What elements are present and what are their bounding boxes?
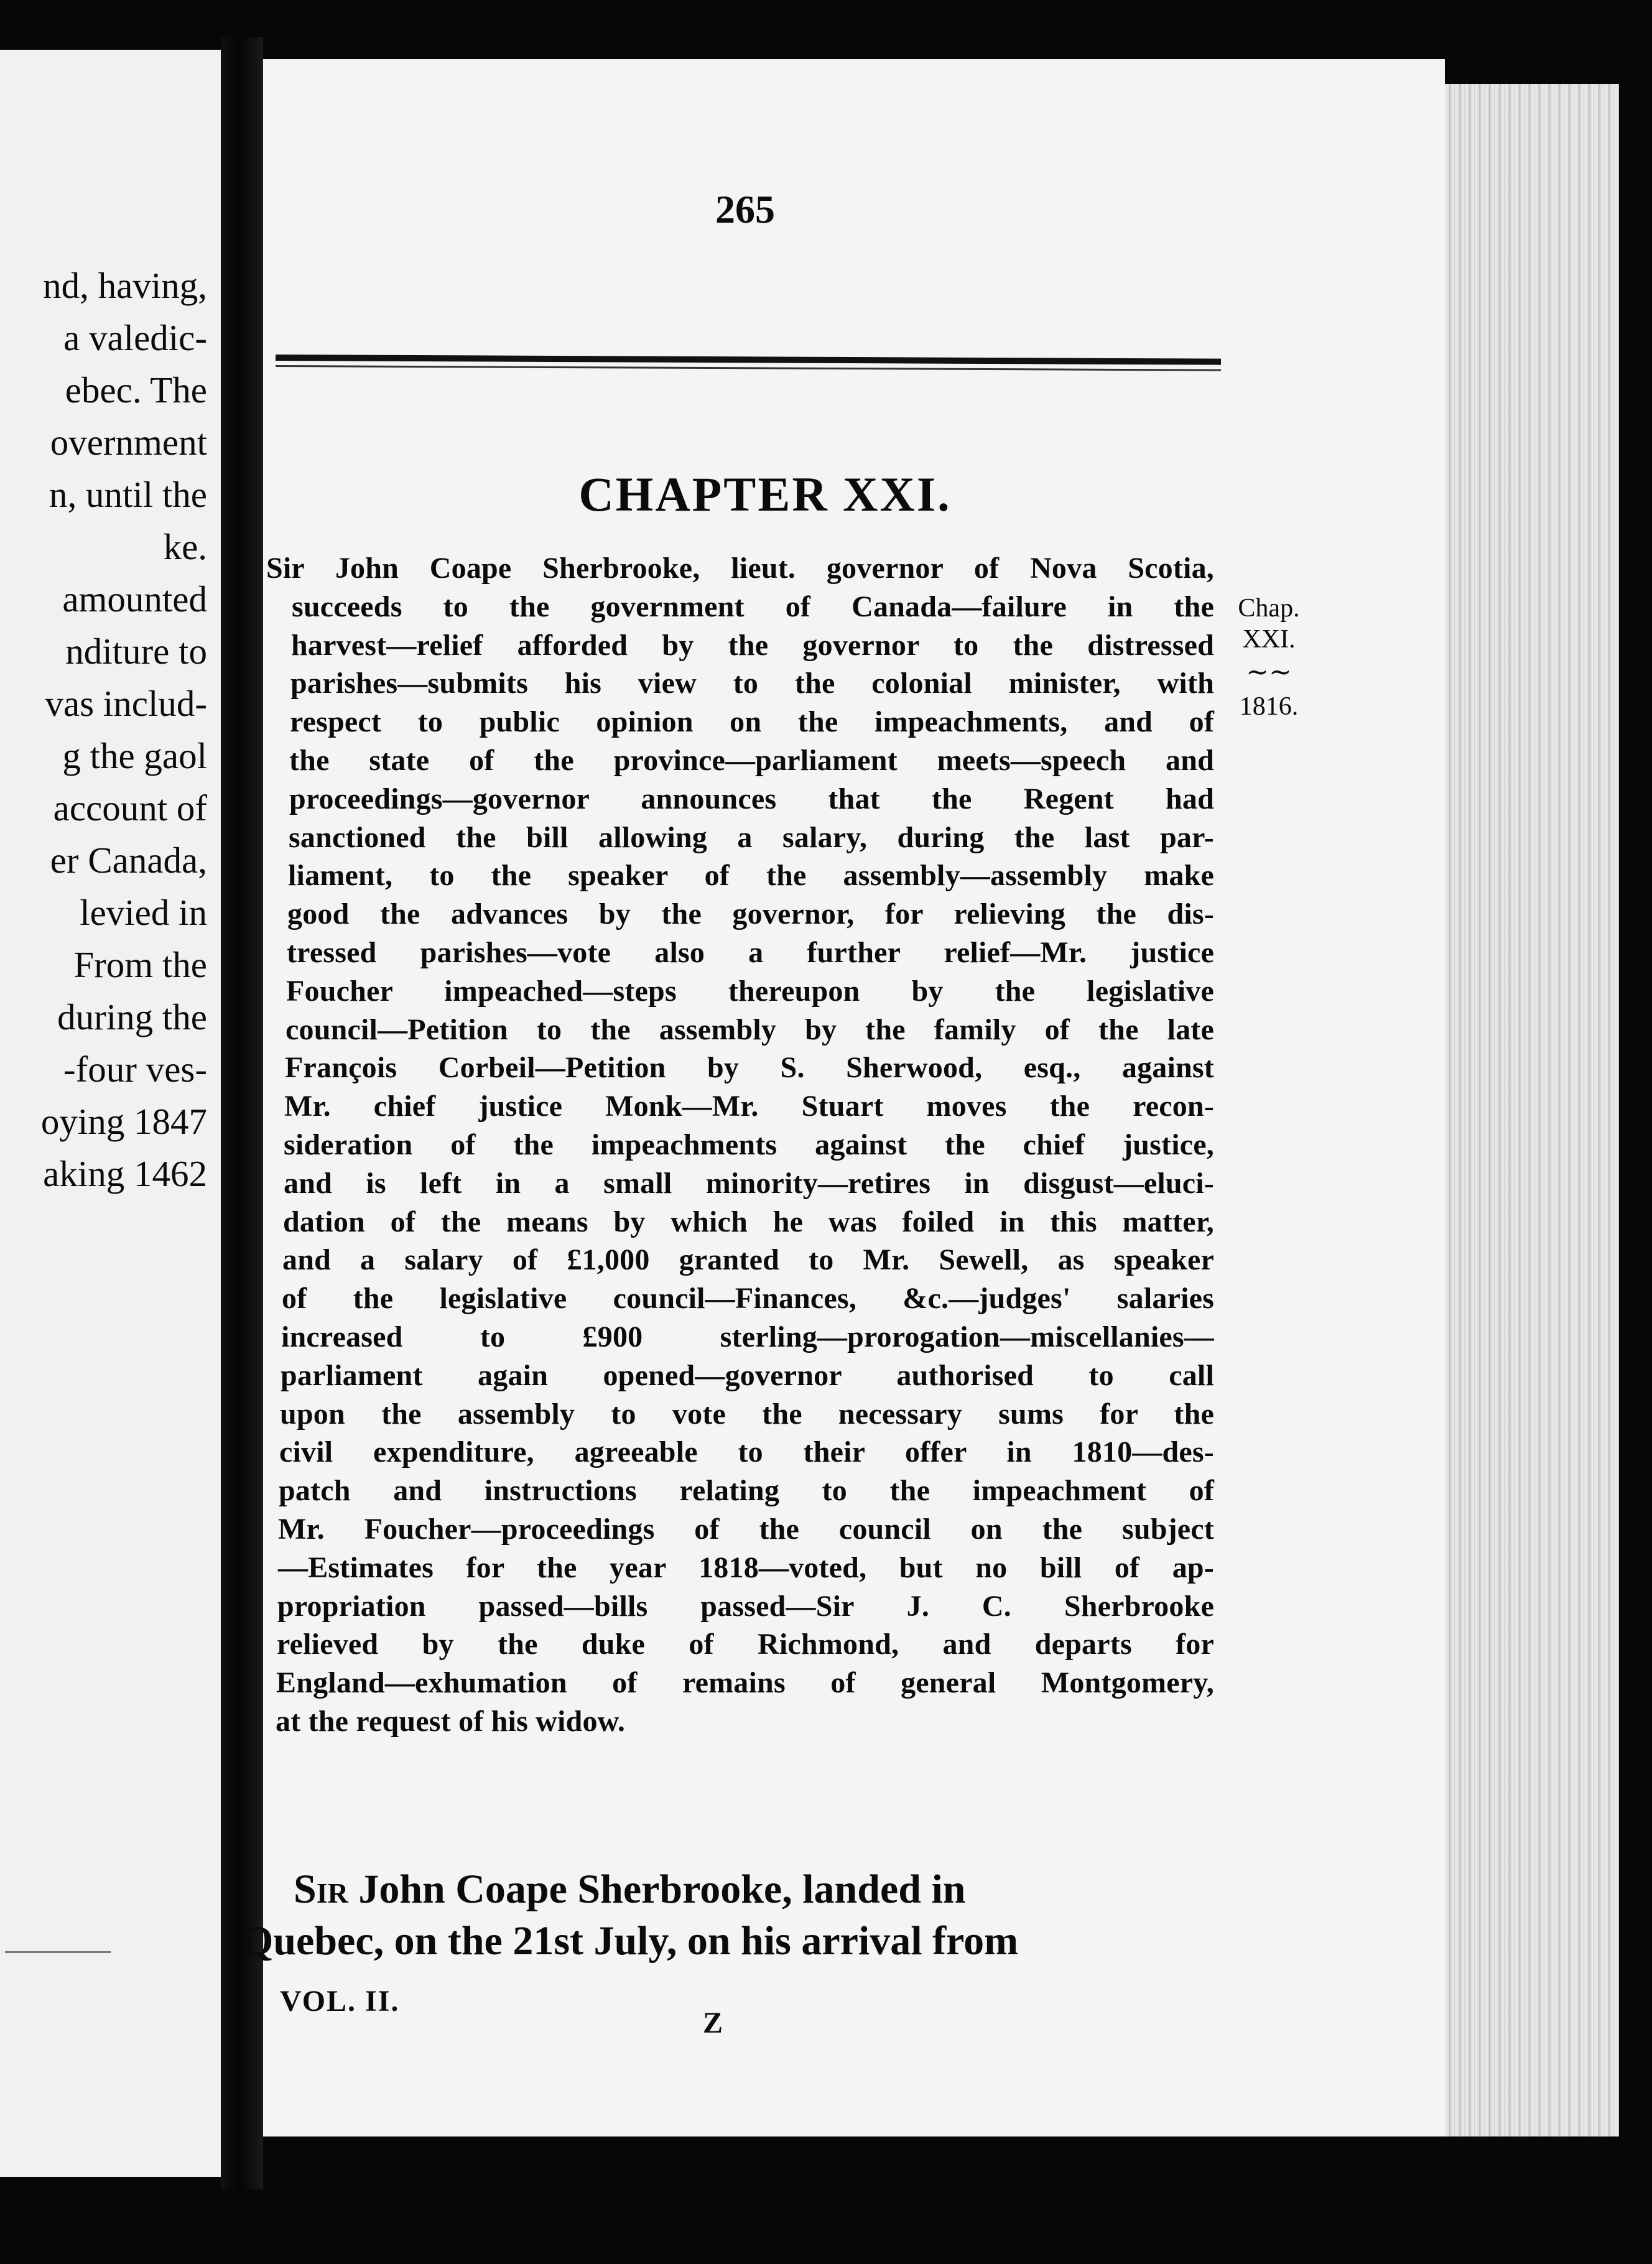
argument-line: and a salary of £1,000 granted to Mr. Sewell, as speaker bbox=[282, 1243, 1214, 1277]
margin-note-number: XXI. bbox=[1242, 625, 1296, 654]
argument-line: at the request of his widow. bbox=[276, 1705, 626, 1738]
argument-line: upon the assembly to vote the necessary sums for the bbox=[280, 1397, 1214, 1431]
argument-line: Mr. Foucher—proceedings of the council on the subject bbox=[278, 1513, 1214, 1546]
facing-page-line: ke. bbox=[163, 526, 207, 567]
facing-page bbox=[0, 50, 221, 2177]
page-edges bbox=[1445, 84, 1619, 2136]
book-spine bbox=[221, 37, 263, 2189]
argument-line: respect to public opinion on the impeachments, and of bbox=[290, 705, 1214, 739]
argument-line: of the legislative council—Finances, &c.—judges' salaries bbox=[282, 1282, 1214, 1315]
argument-line: sanctioned the bill allowing a salary, during the last par- bbox=[289, 820, 1214, 854]
argument-line: harvest—relief afforded by the governor to the distressed bbox=[291, 628, 1214, 662]
facing-page-line: -four ves- bbox=[63, 1049, 207, 1090]
argument-line: succeeds to the government of Canada—failure in the bbox=[292, 590, 1214, 623]
facing-page-line: during the bbox=[57, 996, 207, 1037]
facing-page-line: overnment bbox=[50, 422, 207, 463]
argument-line: relieved by the duke of Richmond, and departs for bbox=[277, 1628, 1214, 1661]
facing-page-line: a valedic- bbox=[63, 317, 207, 358]
margin-note-year: 1816. bbox=[1239, 692, 1299, 721]
argument-line: good the advances by the governor, for relieving the dis- bbox=[287, 898, 1214, 931]
facing-page-footnote-rule bbox=[5, 1951, 111, 1953]
facing-page-line: amounted bbox=[62, 578, 207, 619]
body-lead-word: Sir bbox=[294, 1867, 348, 1912]
facing-page-line: levied in bbox=[80, 892, 207, 933]
margin-note-chap: Chap. bbox=[1238, 594, 1300, 623]
margin-note bbox=[1216, 594, 1322, 724]
argument-line: —Estimates for the year 1818—voted, but no bill of ap- bbox=[278, 1551, 1214, 1584]
argument-line: civil expenditure, agreeable to their offer in 1810—des- bbox=[279, 1436, 1214, 1469]
argument-line: propriation passed—bills passed—Sir J. C. Sherbrooke bbox=[277, 1589, 1214, 1623]
body-line-2: Quebec, on the 21st July, on his arrival from bbox=[241, 1918, 1019, 1964]
argument-line: parishes—submits his view to the colonial minister, with bbox=[290, 667, 1214, 700]
facing-page-line: From the bbox=[73, 944, 207, 985]
body-line-1-text: John Coape Sherbrooke, landed in bbox=[348, 1867, 966, 1912]
argument-line: increased to £900 sterling—prorogation—miscellanies— bbox=[281, 1320, 1214, 1353]
argument-line: council—Petition to the assembly by the family of the late bbox=[285, 1013, 1214, 1046]
facing-page-line: nditure to bbox=[65, 631, 207, 672]
argument-line: tressed parishes—vote also a further relief—Mr. justice bbox=[287, 936, 1214, 969]
swung-dash-ornament: ∼∼ bbox=[1246, 657, 1292, 688]
facing-page-line: aking 1462 bbox=[43, 1153, 207, 1194]
argument-line: patch and instructions relating to the impeachment of bbox=[279, 1474, 1214, 1508]
page-number: 265 bbox=[715, 187, 775, 231]
facing-page-line: n, until the bbox=[49, 474, 207, 515]
argument-line: the state of the province—parliament meets—speech and bbox=[289, 744, 1214, 777]
argument-line: proceedings—governor announces that the Regent had bbox=[289, 782, 1214, 815]
argument-line: François Corbeil—Petition by S. Sherwood, esq., against bbox=[285, 1051, 1214, 1085]
facing-page-line: g the gaol bbox=[62, 735, 207, 776]
facing-page-line: er Canada, bbox=[50, 840, 207, 881]
argument-line: parliament again opened—governor authorised to call bbox=[281, 1358, 1214, 1392]
facing-page-line: account of bbox=[53, 787, 207, 828]
facing-page-line: ebec. The bbox=[65, 369, 207, 411]
body-line-1 bbox=[294, 1869, 966, 1910]
argument-line: dation of the means by which he was foiled in this matter, bbox=[283, 1205, 1214, 1238]
argument-line: Mr. chief justice Monk—Mr. Stuart moves the recon- bbox=[284, 1090, 1214, 1123]
facing-page-line: nd, having, bbox=[43, 265, 207, 306]
signature-mark: VOL. II. bbox=[280, 1985, 400, 2018]
argument-line: Foucher impeached—steps thereupon by the legislative bbox=[286, 974, 1214, 1008]
argument-line: liament, to the speaker of the assembly—assembly make bbox=[288, 859, 1214, 893]
signature-letter: Z bbox=[703, 2007, 723, 2039]
argument-line: sideration of the impeachments against the chief justice, bbox=[284, 1128, 1214, 1161]
argument-line: England—exhumation of remains of general Montgomery, bbox=[276, 1666, 1214, 1700]
facing-page-line: oying 1847 bbox=[40, 1101, 207, 1142]
argument-line: Sir John Coape Sherbrooke, lieut. governor of Nova Scotia, bbox=[266, 552, 1214, 585]
facing-page-line: vas includ- bbox=[45, 683, 207, 724]
chapter-heading: CHAPTER XXI. bbox=[578, 467, 952, 521]
argument-line: and is left in a small minority—retires in disgust—eluci- bbox=[284, 1166, 1214, 1200]
